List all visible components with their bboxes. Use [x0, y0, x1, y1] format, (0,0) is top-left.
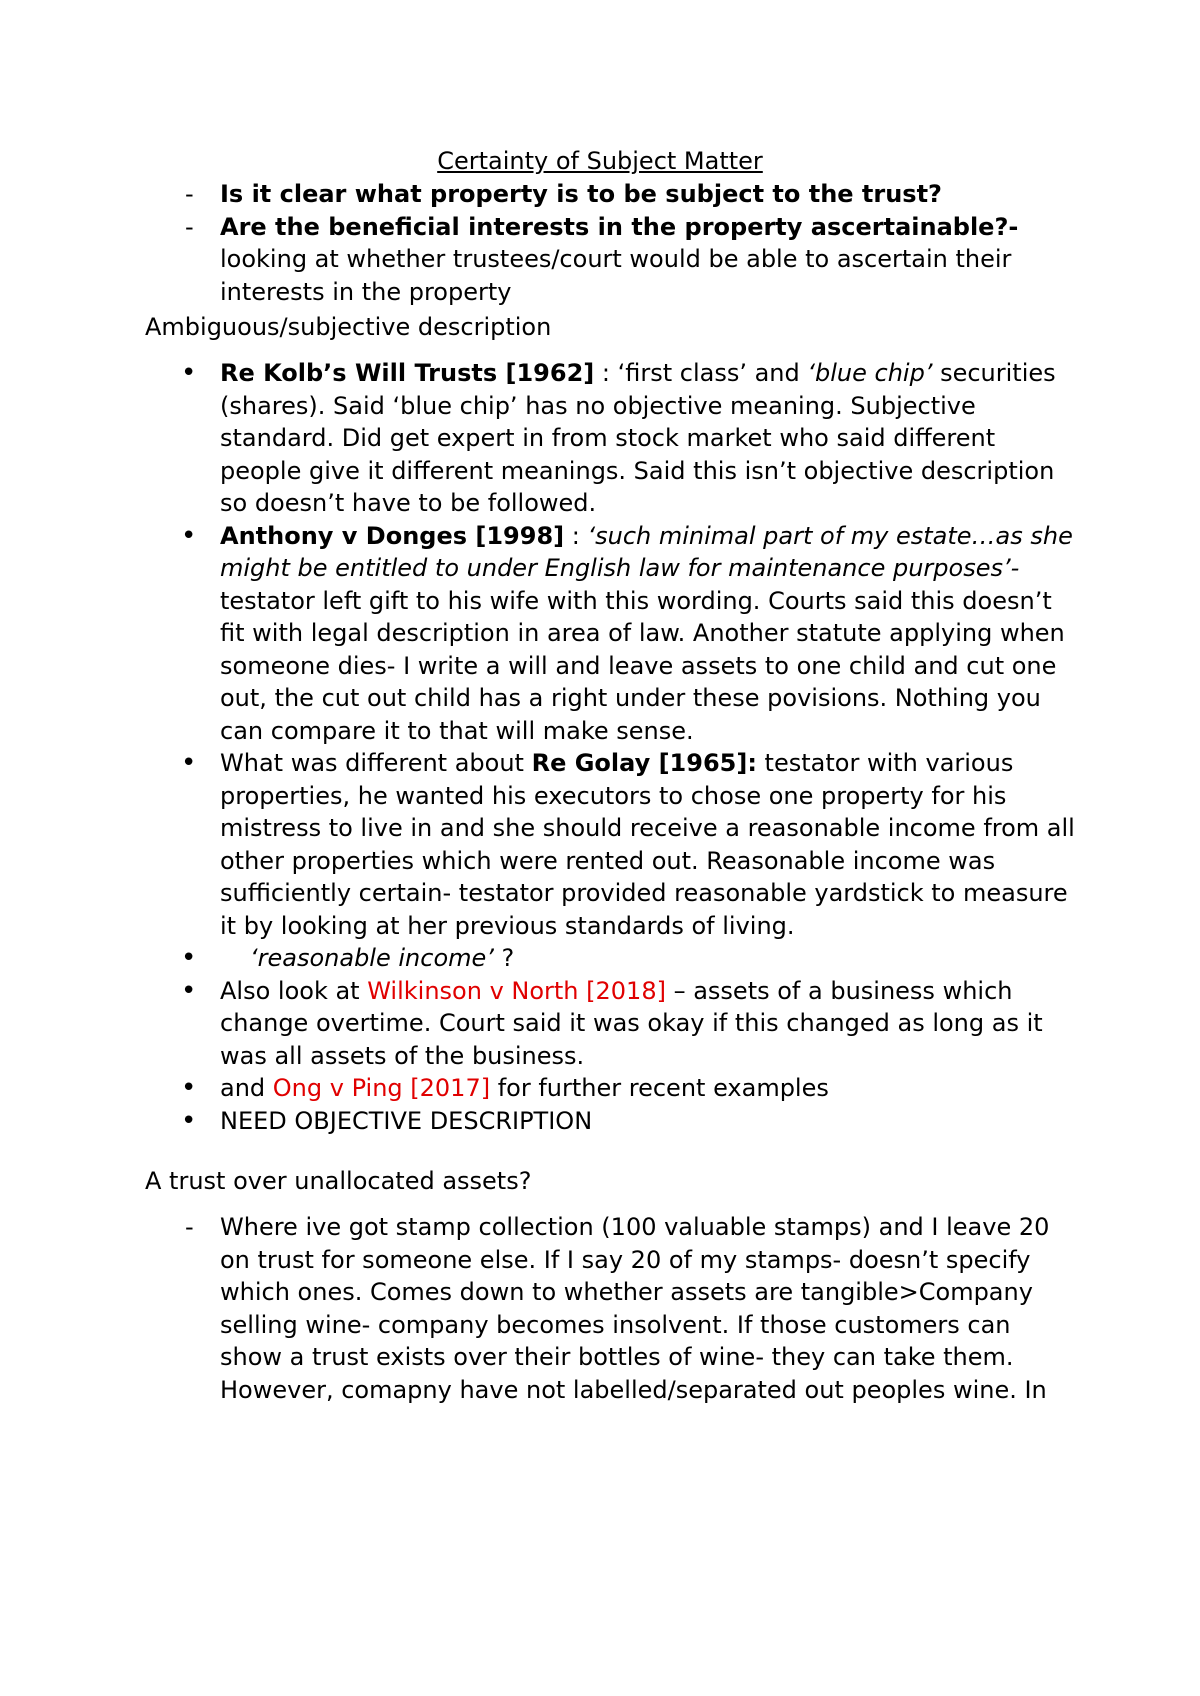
list-item: [145, 520, 1080, 748]
list-item: [145, 747, 1080, 942]
unallocated-assets-list: [145, 1211, 1080, 1406]
body-text: securities (shares). Said ‘blue chip’ has no objective meaning. Subjective standard. Did get expert in from stock market who said different people give it different meanings. Said this isn’t objective description so doesn’t have to be followed.: [220, 359, 1056, 517]
body-text: testator with various properties, he wanted his executors to chose one property for his mistress to live in and she should receive a reasonable income from all other properties which were rented out. Reasonable income was sufficiently certain- testator provided reasonable yardstick to measure it by looking at her previous standards of living.: [220, 749, 1075, 940]
body-text: looking at whether trustees/court would be able to ascertain their interests in the property: [220, 245, 1012, 306]
body-text: :: [564, 521, 588, 550]
body-text: and: [220, 1074, 273, 1102]
list-item: [145, 211, 1080, 309]
question-text: Is it clear what property is to be subject to the trust?: [220, 180, 942, 208]
quote-text: ‘such minimal part of my estate…as she might be entitled to under English law for maintenance purposes’-: [220, 521, 1073, 582]
question-text: Are the beneficial interests in the property ascertainable?-: [220, 212, 1019, 241]
quote-text: ‘reasonable income’: [250, 944, 494, 972]
list-item: [145, 357, 1080, 520]
body-text: ?: [493, 944, 515, 972]
section-heading: A trust over unallocated assets?: [145, 1167, 532, 1195]
case-name: Wilkinson v North [2018]: [367, 976, 666, 1005]
body-text: : ‘first class’ and: [594, 359, 808, 387]
case-name: Ong v Ping [2017]: [272, 1074, 491, 1102]
section-heading: Ambiguous/subjective description: [145, 313, 552, 341]
body-text: for further recent examples: [490, 1074, 829, 1102]
list-item: [145, 975, 1080, 1073]
list-item: [145, 178, 1080, 211]
case-name: Anthony v Donges [1998]: [220, 521, 565, 550]
body-text: What was different about: [220, 749, 532, 777]
list-item: - Where ive got stamp collection (100 valuable stamps) and I leave 20 on trust for someone else. If I say 20 of my stamps- doesn’t specify which ones. Comes down to whether assets are tangible>Company selling wine- company becomes insolvent. If those customers can show a trust exists over their bottles of wine- they can take them. However, comapny have not labelled/separated out peoples wine. In: [145, 1211, 1080, 1406]
body-text: Also look at: [220, 976, 368, 1005]
list-item: [145, 942, 1080, 975]
intro-questions: [145, 178, 1080, 308]
body-text: testator left gift to his wife with this wording. Courts said this doesn’t fit with legal description in area of law. Another statute applying when someone dies- I write a will and leave assets to one child and cut one out, the cut out child has a right under these povisions. Nothing you can compare it to that will make sense.: [220, 586, 1065, 745]
list-item: [145, 1072, 1080, 1105]
quote-text: ‘blue chip’: [807, 359, 933, 387]
case-name: Re Kolb’s Will Trusts [1962]: [220, 359, 595, 387]
case-list: [145, 357, 1080, 1137]
case-name: Re Golay [1965]:: [531, 749, 757, 777]
list-item: • NEED OBJECTIVE DESCRIPTION: [145, 1105, 1080, 1138]
body-text: – assets of a business which change overtime. Court said it was okay if this changed as long as it was all assets of the business.: [220, 976, 1043, 1070]
page-title: Certainty of Subject Matter: [437, 147, 763, 175]
